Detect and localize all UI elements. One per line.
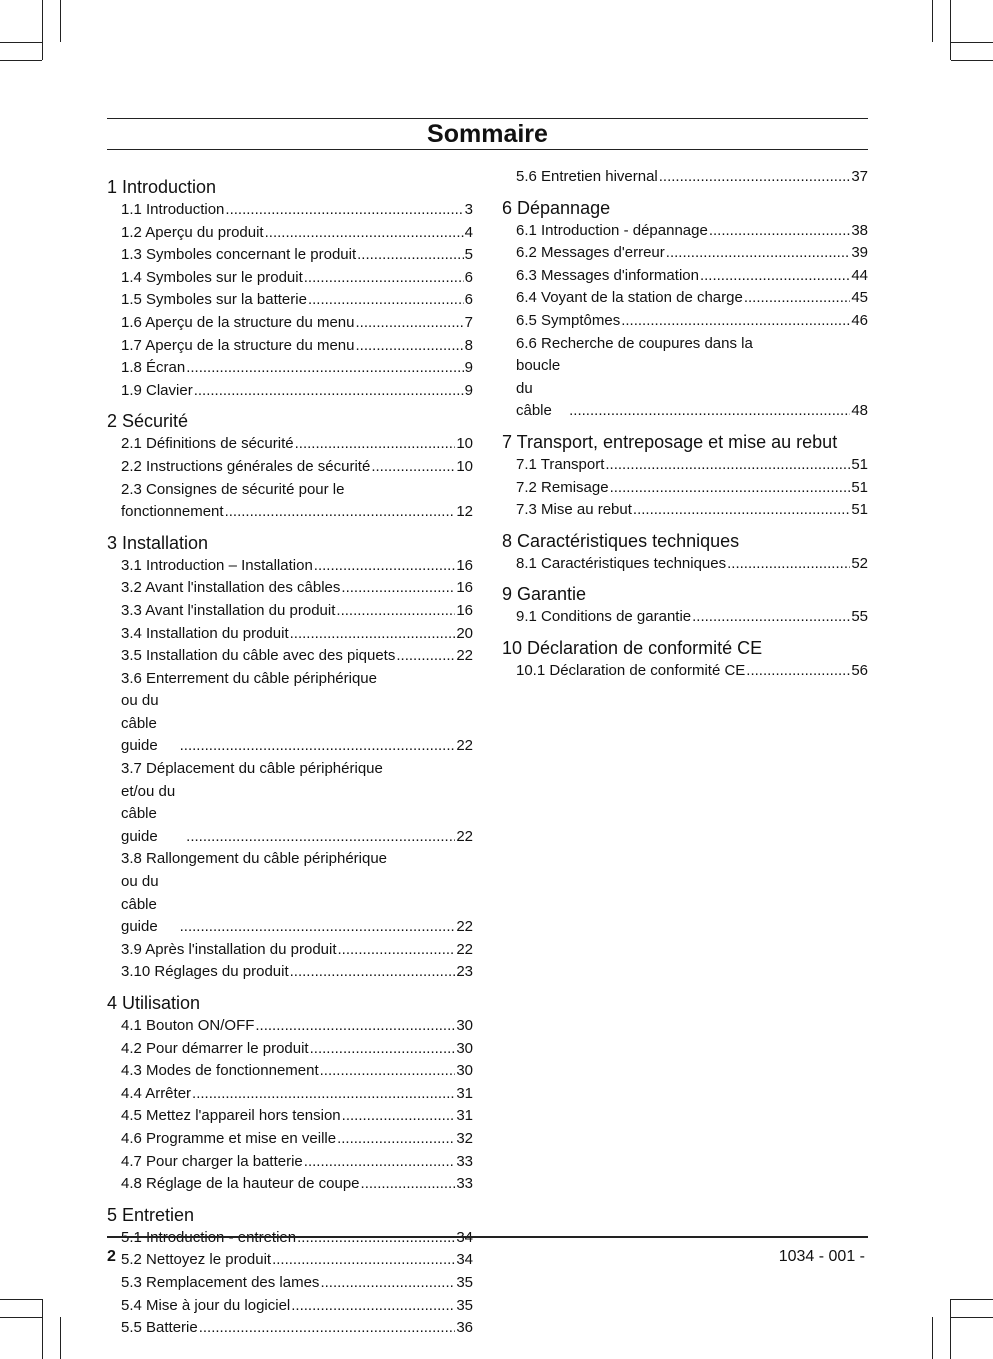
toc-entry[interactable]: [502, 333, 868, 423]
toc-entry-label: 1.5 Symboles sur la batterie: [121, 291, 307, 309]
toc-entry-label: 4.2 Pour démarrer le produit: [121, 1039, 309, 1057]
toc-entry-page: 9: [464, 359, 473, 377]
toc-entry-page: 22: [456, 737, 473, 755]
toc-entry[interactable]: [502, 310, 868, 333]
dot-leader: [308, 289, 464, 312]
toc-entry-label: 3.2 Avant l'installation des câbles: [121, 579, 341, 597]
toc-entry-label: 2.3 Consignes de sécurité pour le: [121, 480, 345, 498]
toc-entry-page: 30: [456, 1039, 473, 1057]
toc-section: [107, 410, 473, 523]
toc-entry-page: 6: [464, 291, 473, 309]
toc-entry-label-continued: ou du câble guide: [121, 692, 159, 755]
toc-entry[interactable]: [107, 1151, 473, 1174]
toc-entry[interactable]: [107, 1015, 473, 1038]
toc-section-title[interactable]: 10 Déclaration de conformité CE: [502, 637, 763, 658]
toc-entry[interactable]: [107, 668, 473, 758]
dot-leader: [304, 267, 464, 290]
toc-entry-label: 5.1 Introduction - entretien: [121, 1228, 297, 1246]
toc-entry-page: 8: [464, 336, 473, 354]
dot-leader: [320, 1060, 456, 1083]
toc-entry[interactable]: [107, 600, 473, 623]
toc-entry-label: 4.3 Modes de fonctionnement: [121, 1062, 319, 1080]
toc-section: [107, 176, 473, 402]
toc-entry-label: 5.5 Batterie: [121, 1319, 198, 1337]
toc-entry-label: 1.6 Aperçu de la structure du menu: [121, 313, 355, 331]
toc-section-title[interactable]: 9 Garantie: [502, 584, 587, 605]
toc-entry-page: 34: [456, 1251, 473, 1269]
toc-section-title[interactable]: 5 Entretien: [107, 1204, 195, 1225]
toc-entry-label: 9.1 Conditions de garantie: [516, 608, 692, 626]
toc-entry-label: 2.1 Définitions de sécurité: [121, 435, 294, 453]
dot-leader: [290, 623, 456, 646]
dot-leader: [265, 222, 464, 245]
toc-section: [502, 166, 868, 189]
toc-entry-page: 23: [456, 963, 473, 981]
toc-entry[interactable]: [107, 1083, 473, 1106]
toc-entry-page: 16: [456, 579, 473, 597]
toc-section: [502, 583, 868, 629]
toc-entry-label: 10.1 Déclaration de conformité CE: [516, 661, 746, 679]
dot-leader: [194, 380, 464, 403]
dot-leader: [336, 600, 455, 623]
toc-column-right: [502, 166, 868, 683]
toc-entry-label: 1.3 Symboles concernant le produit: [121, 246, 357, 264]
footer-divider: [107, 1236, 868, 1238]
toc-entry[interactable]: [107, 1317, 473, 1340]
toc-entry[interactable]: [502, 242, 868, 265]
toc-entry[interactable]: [502, 499, 868, 522]
toc-entry-page: 48: [851, 402, 868, 420]
toc-section: [107, 532, 473, 984]
toc-entry-label: 5.2 Nettoyez le produit: [121, 1251, 272, 1269]
toc-entry-label: 4.6 Programme et mise en veille: [121, 1129, 337, 1147]
toc-entry-label: 4.8 Réglage de la hauteur de coupe: [121, 1175, 360, 1193]
toc-entry[interactable]: [502, 660, 868, 683]
toc-section-title[interactable]: 4 Utilisation: [107, 993, 201, 1013]
dot-leader: [342, 1105, 456, 1128]
toc-entry-page: 10: [456, 435, 473, 453]
toc-entry[interactable]: [107, 623, 473, 646]
dot-leader: [357, 244, 464, 267]
toc-entry[interactable]: [107, 1227, 473, 1250]
toc-entry-label-continued: ou du câble guide: [121, 873, 159, 936]
dot-leader: [186, 357, 463, 380]
dot-leader: [310, 1038, 456, 1061]
toc-entry[interactable]: [107, 433, 473, 456]
dot-leader: [199, 1317, 456, 1340]
toc-entry[interactable]: [107, 1060, 473, 1083]
toc-entry-label: 5.6 Entretien hivernal: [516, 168, 658, 185]
dot-leader: [355, 312, 463, 335]
toc-entry[interactable]: [107, 939, 473, 962]
toc-entry-page: 51: [851, 478, 868, 496]
page-title: Sommaire: [427, 120, 548, 148]
toc-entry[interactable]: [107, 1105, 473, 1128]
dot-leader: [355, 335, 463, 358]
toc-entry-page: 22: [456, 647, 473, 665]
toc-section-title[interactable]: 2 Sécurité: [107, 411, 189, 432]
toc-entry-label: 4.5 Mettez l'appareil hors tension: [121, 1107, 341, 1125]
toc-entry-label: 5.3 Remplacement des lames: [121, 1273, 320, 1291]
toc-entry-label: 4.1 Bouton ON/OFF: [121, 1017, 255, 1034]
dot-leader: [659, 166, 851, 189]
toc-section-title[interactable]: 6 Dépannage: [502, 197, 611, 218]
toc-entry[interactable]: [502, 287, 868, 310]
dot-leader: [255, 1015, 455, 1038]
toc-entry[interactable]: [107, 267, 473, 290]
toc-entry[interactable]: [107, 357, 473, 380]
toc-entry-page: 6: [464, 268, 473, 286]
toc-entry-page: 38: [851, 221, 868, 239]
toc-entry-label: 6.3 Messages d'information: [516, 266, 699, 284]
toc-entry-label: 3.1 Introduction – Installation: [121, 556, 313, 574]
toc-entry-label: 1.4 Symboles sur le produit: [121, 268, 303, 286]
toc-entry[interactable]: [502, 166, 868, 189]
dot-leader: [180, 735, 456, 758]
toc-entry-label: 3.7 Déplacement du câble périphérique: [121, 760, 383, 778]
dot-leader: [297, 1227, 455, 1250]
toc-entry-label: 3.9 Après l'installation du produit: [121, 940, 337, 958]
toc-entry-label: 3.4 Installation du produit: [121, 624, 289, 642]
toc-entry[interactable]: [107, 312, 473, 335]
dot-leader: [291, 1295, 455, 1318]
dot-leader: [746, 660, 850, 683]
toc-entry[interactable]: [107, 199, 473, 222]
toc-entry[interactable]: [107, 645, 473, 668]
dot-leader: [272, 1249, 455, 1272]
toc-entry-label: 6.4 Voyant de la station de charge: [516, 289, 743, 307]
dot-leader: [225, 501, 456, 524]
toc-entry-page: 35: [456, 1273, 473, 1291]
toc-entry[interactable]: [107, 222, 473, 245]
dot-leader: [192, 1083, 455, 1106]
toc-section: [502, 530, 868, 576]
toc-entry-label: 1.2 Aperçu du produit: [121, 223, 264, 241]
toc-entry[interactable]: [107, 244, 473, 267]
dot-leader: [338, 939, 456, 962]
dot-leader: [341, 577, 455, 600]
toc-entry-label: 6.1 Introduction - dépannage: [516, 221, 708, 239]
toc-entry-label: 1.8 Écran: [121, 359, 186, 377]
dot-leader: [180, 916, 456, 939]
footer-page-number: 2: [107, 1248, 116, 1265]
toc-entry-page: 30: [456, 1062, 473, 1080]
toc-entry[interactable]: [107, 555, 473, 578]
dot-leader: [186, 826, 455, 849]
toc-entry-page: 56: [851, 661, 868, 679]
toc-entry-page: 34: [456, 1228, 473, 1246]
dot-leader: [700, 265, 850, 288]
toc-entry-label: 6.5 Symptômes: [516, 311, 621, 329]
toc-entry-page: 30: [456, 1017, 473, 1034]
toc-section: [107, 992, 473, 1196]
dot-leader: [320, 1272, 455, 1295]
toc-entry-page: 33: [456, 1175, 473, 1193]
toc-entry-page: 16: [456, 556, 473, 574]
toc-entry-label: 3.6 Enterrement du câble périphérique: [121, 669, 377, 687]
toc-entry-label-continued: et/ou du câble guide: [121, 782, 176, 845]
toc-entry-label: 2.2 Instructions générales de sécurité: [121, 457, 371, 475]
toc-entry-page: 4: [464, 223, 473, 241]
toc-entry[interactable]: [107, 1038, 473, 1061]
toc-entry-page: 5: [464, 246, 473, 264]
toc-entry-label: 3.3 Avant l'installation du produit: [121, 601, 336, 619]
toc-entry[interactable]: [502, 454, 868, 477]
toc-entry-page: 3: [464, 201, 473, 218]
toc-entry-label: 3.10 Réglages du produit: [121, 963, 289, 981]
toc-entry[interactable]: [107, 380, 473, 403]
page-title-bar: [107, 118, 868, 150]
toc-entry-page: 36: [456, 1319, 473, 1337]
toc-entry[interactable]: [107, 758, 473, 848]
toc-entry-label: 7.1 Transport: [516, 455, 605, 473]
toc-entry-page: 55: [851, 608, 868, 626]
toc-entry-page: 37: [851, 168, 868, 185]
toc-section-title[interactable]: 7 Transport, entreposage et mise au rebut: [502, 431, 838, 452]
toc-entry-label-continued: boucle du câble: [516, 357, 561, 420]
toc-entry-page: 44: [851, 266, 868, 284]
toc-entry-page: 51: [851, 501, 868, 519]
toc-section: [502, 197, 868, 423]
toc-entry-label: 7.3 Mise au rebut: [516, 501, 632, 519]
toc-entry-page: 35: [456, 1296, 473, 1314]
toc-section: [502, 431, 868, 522]
footer-doc-code: 1034 - 001 -: [778, 1248, 865, 1265]
toc-entry-page: 10: [456, 457, 473, 475]
toc-entry-label: 6.2 Messages d'erreur: [516, 244, 665, 262]
toc-entry[interactable]: [502, 553, 868, 576]
toc-entry[interactable]: [107, 577, 473, 600]
dot-leader: [396, 645, 455, 668]
dot-leader: [692, 606, 850, 629]
toc-entry-page: 39: [851, 244, 868, 262]
dot-leader: [605, 454, 850, 477]
toc-entry[interactable]: [107, 456, 473, 479]
dot-leader: [610, 477, 851, 500]
toc-entry-page: 7: [464, 313, 473, 331]
toc-entry[interactable]: [107, 289, 473, 312]
toc-entry-label: 6.6 Recherche de coupures dans la: [516, 334, 753, 352]
toc-section-title[interactable]: 1 Introduction: [107, 177, 217, 197]
toc-entry-page: 22: [456, 918, 473, 936]
toc-section-title[interactable]: 3 Installation: [107, 532, 209, 553]
toc-entry-page: 22: [456, 940, 473, 958]
toc-entry-label: 3.8 Rallongement du câble périphérique: [121, 850, 388, 868]
toc-entry-label: 3.5 Installation du câble avec des piquets: [121, 647, 396, 665]
toc-section: [107, 1204, 473, 1340]
toc-entry[interactable]: [502, 220, 868, 243]
dot-leader: [225, 199, 463, 222]
toc-entry[interactable]: [107, 961, 473, 984]
dot-leader: [304, 1151, 456, 1174]
dot-leader: [337, 1128, 455, 1151]
toc-entry-label: 1.9 Clavier: [121, 381, 193, 399]
dot-leader: [314, 555, 456, 578]
toc-entry-label: 4.7 Pour charger la batterie: [121, 1152, 303, 1170]
toc-entry[interactable]: [107, 1173, 473, 1196]
toc-entry-page: 51: [851, 455, 868, 473]
toc-entry-page: 31: [456, 1084, 473, 1102]
toc-entry-label: 5.4 Mise à jour du logiciel: [121, 1296, 291, 1314]
toc-entry-label: 4.4 Arrêter: [121, 1084, 192, 1102]
toc-entry-label: 8.1 Caractéristiques techniques: [516, 554, 727, 572]
dot-leader: [290, 961, 456, 984]
dot-leader: [666, 242, 851, 265]
dot-leader: [295, 433, 456, 456]
toc-entry[interactable]: [107, 1295, 473, 1318]
dot-leader: [709, 220, 850, 243]
dot-leader: [371, 456, 455, 479]
toc-section-title[interactable]: 8 Caractéristiques techniques: [502, 530, 740, 551]
toc-entry-page: 16: [456, 601, 473, 619]
dot-leader: [744, 287, 850, 310]
toc-entry-page: 33: [456, 1152, 473, 1170]
toc-entry-page: 22: [456, 827, 473, 845]
toc-column-left: [107, 176, 473, 1340]
toc-entry-label: 7.2 Remisage: [516, 478, 609, 496]
toc-section: [502, 637, 868, 683]
toc-entry-label-continued: fonctionnement: [121, 503, 224, 521]
toc-entry-page: 31: [456, 1107, 473, 1125]
toc-entry-page: 20: [456, 624, 473, 642]
toc-entry-page: 45: [851, 289, 868, 307]
toc-entry[interactable]: [107, 335, 473, 358]
dot-leader: [621, 310, 850, 333]
toc-entry-page: 32: [456, 1129, 473, 1147]
toc-entry-page: 52: [851, 554, 868, 572]
dot-leader: [727, 553, 850, 576]
toc-entry[interactable]: [107, 1128, 473, 1151]
toc-entry-page: 9: [464, 381, 473, 399]
dot-leader: [569, 400, 850, 423]
dot-leader: [361, 1173, 456, 1196]
toc-entry[interactable]: [107, 848, 473, 938]
toc-entry[interactable]: [107, 1249, 473, 1272]
toc-entry-label: 1.1 Introduction: [121, 201, 225, 218]
toc-entry[interactable]: [107, 1272, 473, 1295]
toc-entry[interactable]: [107, 479, 473, 524]
toc-entry[interactable]: [502, 477, 868, 500]
dot-leader: [633, 499, 850, 522]
toc-entry-page: 12: [456, 503, 473, 521]
toc-entry-label: 1.7 Aperçu de la structure du menu: [121, 336, 355, 354]
toc-entry[interactable]: [502, 606, 868, 629]
toc-entry[interactable]: [502, 265, 868, 288]
toc-entry-page: 46: [851, 311, 868, 329]
